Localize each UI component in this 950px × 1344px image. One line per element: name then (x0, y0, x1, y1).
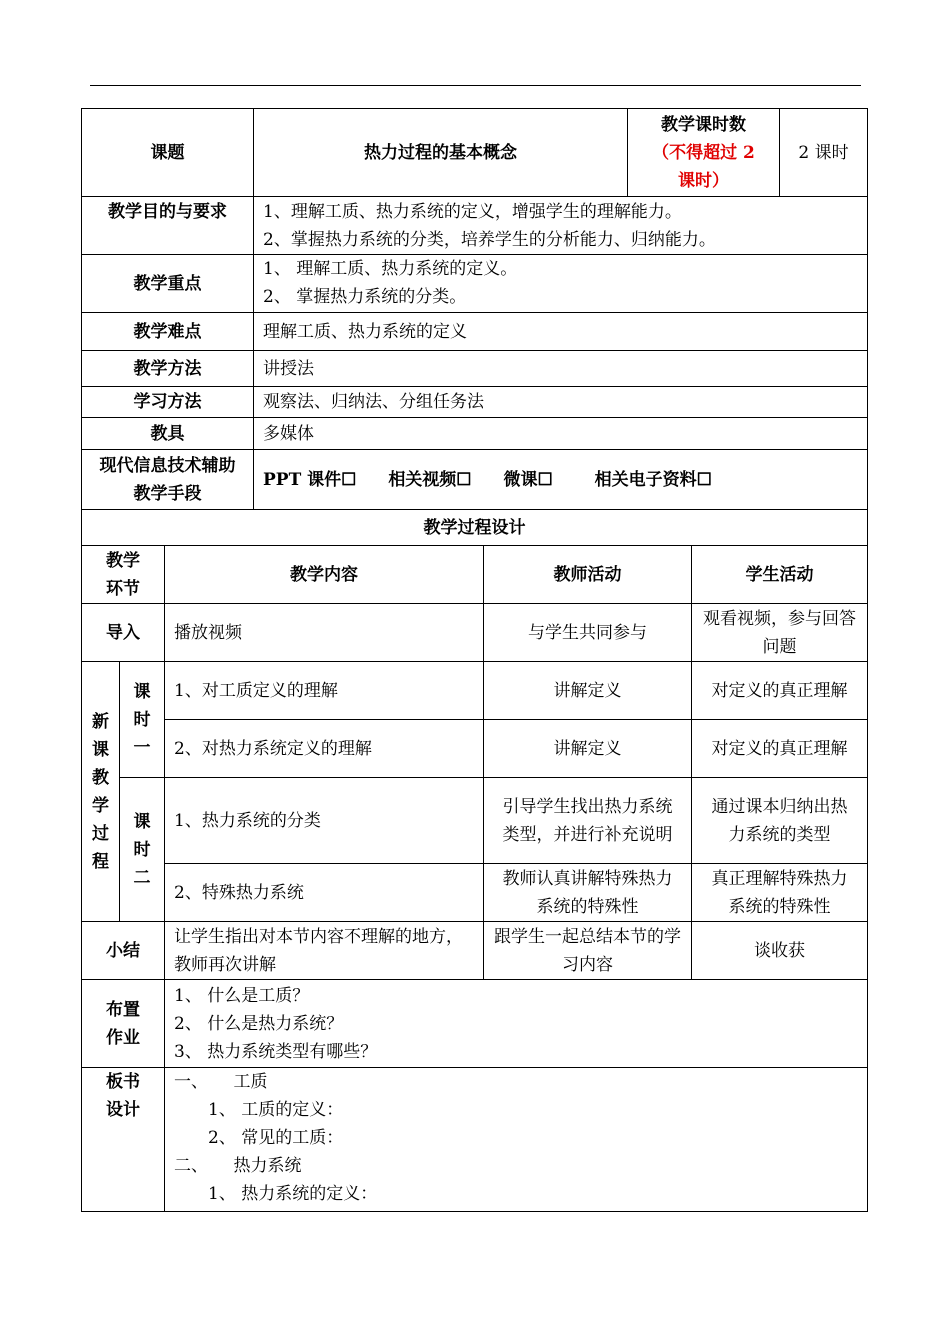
new-char-5: 过 (92, 823, 109, 844)
header-content: 教学内容 (165, 546, 484, 604)
lesson-one-char-1: 课 (133, 681, 151, 702)
goals-label: 教学目的与要求 (82, 197, 254, 255)
item-2-content: 2、对热力系统定义的理解 (165, 720, 484, 778)
item-4-teacher: 教师认真讲解特殊热力系统的特殊性 (484, 864, 692, 922)
key-cell (254, 255, 868, 313)
header-stage: 教学环节 (82, 546, 165, 604)
item-2-student: 对定义的真正理解 (692, 720, 868, 778)
item-4-student: 真正理解特殊热力系统的特殊性 (692, 864, 868, 922)
new-char-3: 教 (92, 767, 109, 788)
board-cell (165, 1068, 868, 1212)
media-option-video[interactable]: 相关视频☐ (388, 469, 472, 490)
media-label: 现代信息技术辅助教学手段 (82, 450, 254, 510)
lesson-two-char-2: 时 (133, 839, 151, 860)
lesson-two-char-1: 课 (133, 811, 151, 832)
homework-line-1: 1、 什么是工质？ (174, 985, 310, 1006)
media-option-resources[interactable]: 相关电子资料☐ (594, 469, 712, 490)
hours-note: （不得超过 2 课时） (652, 142, 755, 191)
board-line-4: 二、 热力系统 (174, 1156, 302, 1176)
item-1-student: 对定义的真正理解 (692, 662, 868, 720)
item-3-content: 1、热力系统的分类 (165, 778, 484, 864)
topic-label: 课题 (82, 109, 254, 197)
board-line-1: 一、 工质 (174, 1072, 268, 1092)
new-lesson-text (91, 708, 111, 876)
item-2-teacher: 讲解定义 (484, 720, 692, 778)
summary-student: 谈收获 (692, 922, 868, 980)
homework-line-3: 3、 热力系统类型有哪些？ (174, 1041, 378, 1062)
lesson-info-table (81, 108, 868, 510)
new-char-4: 学 (92, 795, 109, 816)
teach-method-value: 讲授法 (254, 351, 868, 387)
homework-line-2: 2、 什么是热力系统？ (174, 1013, 344, 1034)
tools-label: 教具 (82, 418, 254, 450)
item-3-teacher: 引导学生找出热力系统类型，并进行补充说明 (484, 778, 692, 864)
lesson-one-char-3: 一 (133, 737, 151, 758)
lesson-one-text (132, 678, 152, 762)
teach-method-label: 教学方法 (82, 351, 254, 387)
lesson-two-text (132, 808, 152, 892)
difficulty-label: 教学难点 (82, 313, 254, 351)
board-line-5: 1、 热力系统的定义： (208, 1184, 378, 1204)
key-label: 教学重点 (82, 255, 254, 313)
media-options (254, 450, 868, 510)
hours-label-cell (628, 109, 780, 197)
process-title: 教学过程设计 (82, 510, 868, 546)
intro-teacher: 与学生共同参与 (484, 604, 692, 662)
key-line-2: 2、 掌握热力系统的分类。 (263, 287, 467, 307)
item-1-teacher: 讲解定义 (484, 662, 692, 720)
board-line-3: 2、 常见的工质： (208, 1128, 344, 1148)
board-line-2: 1、 工质的定义： (208, 1100, 344, 1120)
intro-student: 观看视频，参与回答问题 (692, 604, 868, 662)
media-option-microclass[interactable]: 微课☐ (503, 469, 553, 490)
new-char-2: 课 (92, 739, 109, 760)
hours-value: 2 课时 (780, 109, 868, 197)
key-line-1: 1、 理解工质、热力系统的定义。 (263, 259, 518, 279)
new-char-1: 新 (92, 711, 109, 732)
homework-stage (82, 980, 165, 1068)
difficulty-value: 理解工质、热力系统的定义 (254, 313, 868, 351)
lesson-one-label (120, 662, 165, 778)
board-stage (82, 1068, 165, 1212)
homework-stage-text: 布置作业 (106, 999, 140, 1048)
intro-content: 播放视频 (165, 604, 484, 662)
new-lesson-label (82, 662, 120, 922)
process-table (81, 509, 868, 1212)
header-rule (90, 85, 861, 86)
homework-cell (165, 980, 868, 1068)
summary-content: 让学生指出对本节内容不理解的地方，教师再次讲解 (165, 922, 484, 980)
tools-value: 多媒体 (254, 418, 868, 450)
header-student: 学生活动 (692, 546, 868, 604)
goal-line-2: 2、掌握热力系统的分类，培养学生的分析能力、归纳能力。 (263, 229, 716, 250)
goal-line-1: 1、理解工质、热力系统的定义，增强学生的理解能力。 (263, 201, 682, 222)
intro-stage: 导入 (82, 604, 165, 662)
header-teacher: 教师活动 (484, 546, 692, 604)
media-option-ppt[interactable]: PPT 课件☐ (263, 469, 357, 490)
item-1-content: 1、对工质定义的理解 (165, 662, 484, 720)
new-char-6: 程 (92, 851, 109, 872)
lesson-one-char-2: 时 (133, 709, 151, 730)
lesson-two-char-3: 二 (133, 867, 151, 888)
goals-cell (254, 197, 868, 255)
item-3-student: 通过课本归纳出热力系统的类型 (692, 778, 868, 864)
topic-value: 热力过程的基本概念 (254, 109, 628, 197)
summary-stage: 小结 (82, 922, 165, 980)
learn-method-label: 学习方法 (82, 387, 254, 418)
hours-label: 教学课时数 (661, 114, 746, 135)
item-4-content: 2、特殊热力系统 (165, 864, 484, 922)
board-stage-text: 板书设计 (106, 1072, 140, 1120)
lesson-two-label (120, 778, 165, 922)
summary-teacher: 跟学生一起总结本节的学习内容 (484, 922, 692, 980)
learn-method-value: 观察法、归纳法、分组任务法 (254, 387, 868, 418)
